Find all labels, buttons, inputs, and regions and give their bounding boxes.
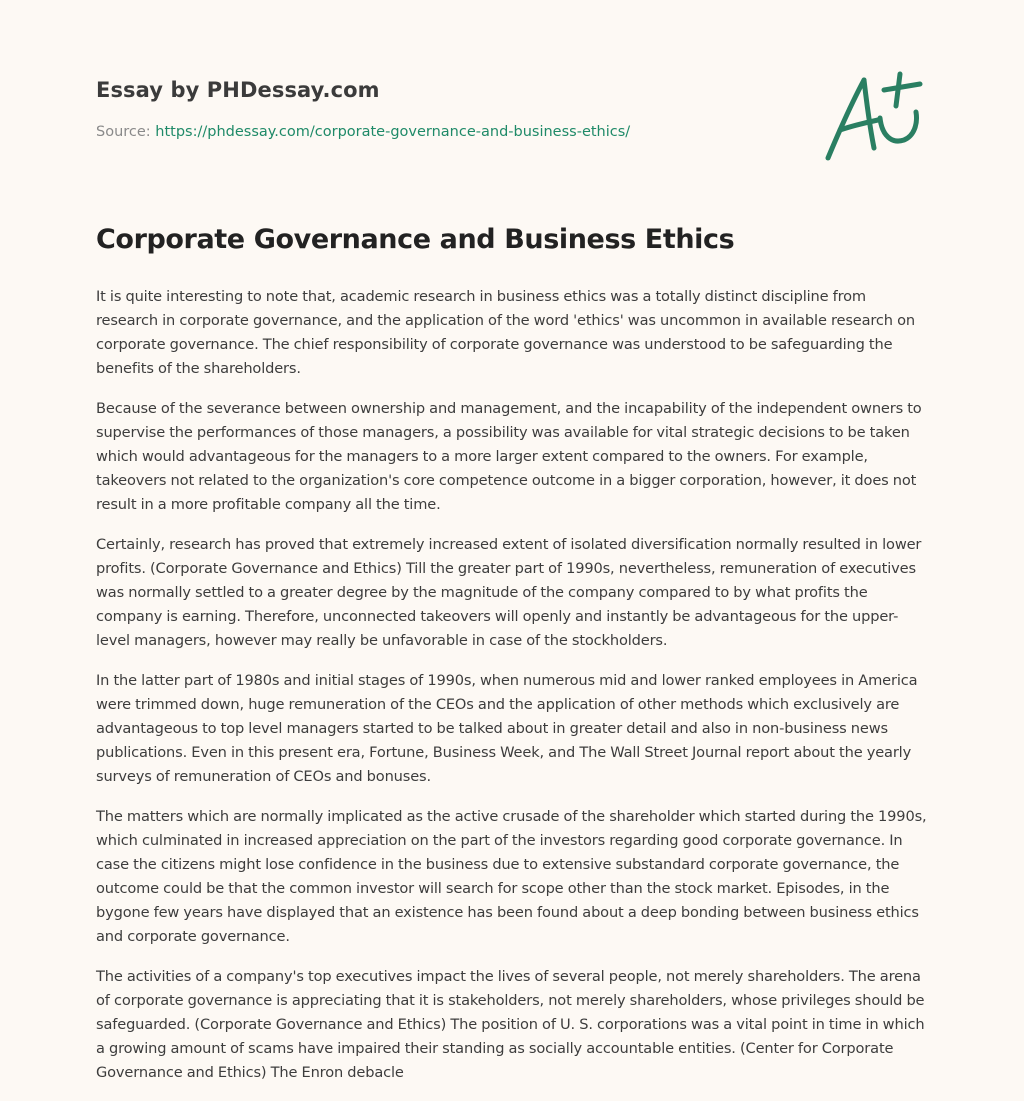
essay-page: [96, 0, 928, 1100]
source-label: Source:: [96, 124, 151, 140]
source-line: [96, 124, 630, 140]
site-brand: Essay by PHDessay.com: [96, 78, 380, 102]
essay-title: Corporate Governance and Business Ethics: [96, 224, 735, 255]
source-link[interactable]: https://phdessay.com/corporate-governance-and-business-ethics/: [155, 124, 631, 140]
essay-body: [96, 285, 928, 1101]
essay-paragraph: It is quite interesting to note that, academic research in business ethics was a totally distinct discipline from research in corporate governance, and the application of the word 'ethics' was uncommon in available research on corporate governance. The chief responsibility of corporate governance was understood to be safeguarding the benefits of the shareholders.: [96, 288, 915, 377]
essay-paragraph: Because of the severance between ownership and management, and the incapability of the independent owners to supervise the performances of those managers, a possibility was available for vital strategic decisions to be taken which would advantageous for the managers to a more larger extent compared to the owners. For example, takeovers not related to the organization's core competence outcome in a bigger corporation, however, it does not result in a more profitable company all the time.: [96, 400, 922, 513]
essay-paragraph: The matters which are normally implicated as the active crusade of the shareholder which started during the 1990s, which culminated in increased appreciation on the part of the investors regarding good corporate governance. In case the citizens might lose confidence in the business due to extensive substandard corporate governance, the outcome could be that the common investor will search for scope other than the stock market. Episodes, in the bygone few years have displayed that an existence has been found about a deep bonding between business ethics and corporate governance.: [96, 808, 927, 945]
essay-paragraph: In the latter part of 1980s and initial stages of 1990s, when numerous mid and lower ranked employees in America were trimmed down, huge remuneration of the CEOs and the application of other methods which exclusively are advantageous to top level managers started to be talked about in greater detail and also in non-business news publications. Even in this present era, Fortune, Business Week, and The Wall Street Journal report about the yearly surveys of remuneration of CEOs and bonuses.: [96, 672, 918, 785]
essay-paragraph: Certainly, research has proved that extremely increased extent of isolated diversification normally resulted in lower profits. (Corporate Governance and Ethics) Till the greater part of 1990s, nevertheless, remuneration of executives was normally settled to a greater degree by the magnitude of the company compared to by what profits the company is earning. Therefore, unconnected takeovers will openly and instantly be advantageous for the upper-level managers, however may really be unfavorable in case of the stockholders.: [96, 536, 922, 649]
a-plus-logo-icon: [820, 66, 932, 166]
essay-paragraph: The activities of a company's top executives impact the lives of several people, not merely shareholders. The arena of corporate governance is appreciating that it is stakeholders, not merely shareholders, whose privileges should be safeguarded. (Corporate Governance and Ethics) The position of U. S. corporations was a vital point in time in which a growing amount of scams have impaired their standing as socially accountable entities. (Center for Corporate Governance and Ethics) The Enron debacle: [96, 968, 925, 1081]
